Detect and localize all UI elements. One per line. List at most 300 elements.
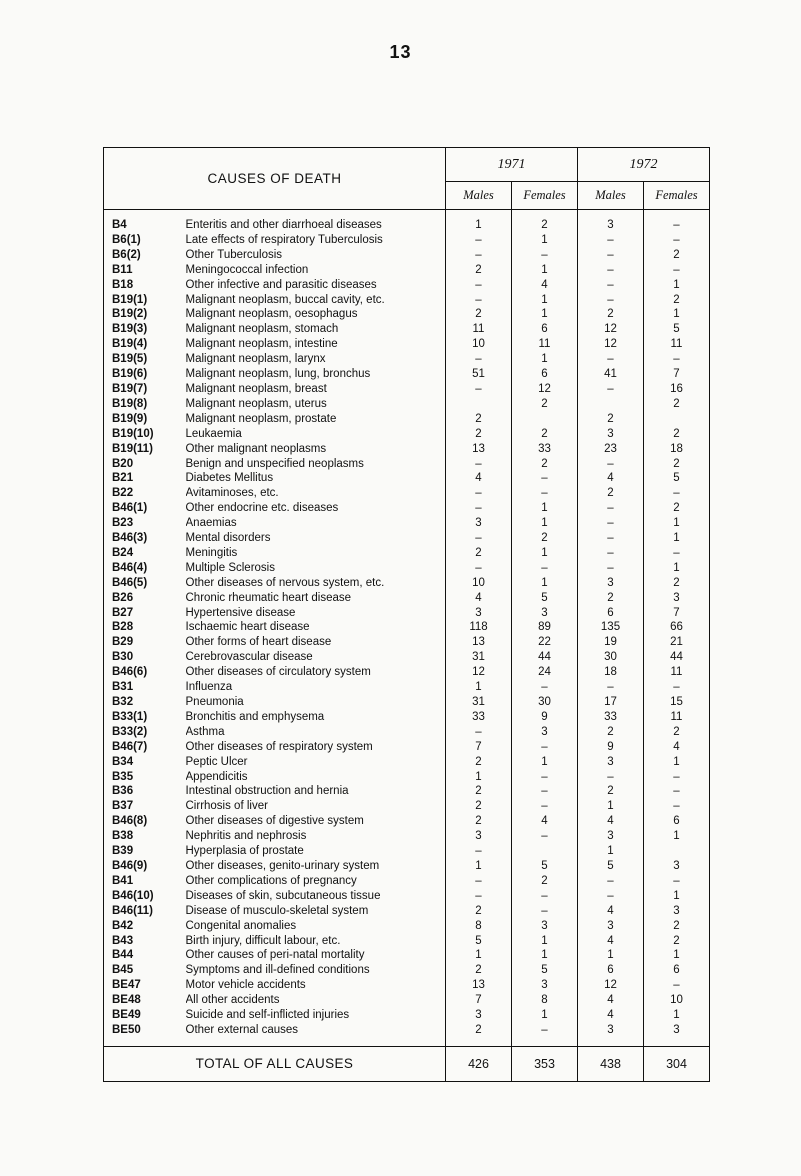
table-row [104,725,710,740]
cause-code: BE50 [112,1023,141,1036]
count-males-1972: – [578,293,644,308]
cause-code: B36 [112,785,134,798]
cause-code: B19(5) [112,353,148,366]
cause-code: B29 [112,636,134,649]
count-females-1971: 1 [512,934,578,949]
count-females-1971: 3 [512,919,578,934]
cause-name: Other diseases of respiratory system [186,740,446,755]
count-males-1971: 3 [446,606,512,621]
count-males-1971: – [446,293,512,308]
table-row [104,620,710,635]
table-row [104,427,710,442]
cause-name: Cerebrovascular disease [186,650,446,665]
count-females-1971: 1 [512,263,578,278]
count-males-1972: 1 [578,844,644,859]
count-females-1971: 9 [512,710,578,725]
count-males-1972: – [578,531,644,546]
table-row [104,591,710,606]
table-row [104,486,710,501]
table-row [104,904,710,919]
count-females-1972: 10 [644,993,710,1008]
count-females-1971: – [512,486,578,501]
cause-name: Anaemias [186,516,446,531]
count-males-1971: – [446,352,512,367]
count-males-1972: 3 [578,218,644,233]
count-females-1972: 7 [644,367,710,382]
table-row [104,352,710,367]
cause-code: B46(4) [112,561,148,574]
cause-code: B19(1) [112,293,148,306]
count-females-1972: – [644,770,710,785]
count-females-1972: 2 [644,934,710,949]
table-row [104,784,710,799]
cause-name: Malignant neoplasm, buccal cavity, etc. [186,293,446,308]
count-males-1972: – [578,248,644,263]
table-row [104,919,710,934]
table-row [104,278,710,293]
table-row [104,948,710,963]
causes-of-death-table [103,147,710,1082]
table-row [104,740,710,755]
cause-code: B28 [112,621,134,634]
count-males-1971: 12 [446,665,512,680]
count-females-1972 [644,412,710,427]
count-females-1972: 21 [644,635,710,650]
cause-name: Pneumonia [186,695,446,710]
table-row [104,874,710,889]
table-row [104,233,710,248]
count-males-1971: – [446,501,512,516]
count-males-1971: 8 [446,919,512,934]
count-females-1971: 3 [512,978,578,993]
cause-code: B19(3) [112,323,148,336]
count-males-1972: 3 [578,1023,644,1038]
count-females-1972: – [644,233,710,248]
cause-code: B4 [112,219,127,231]
total-females-1972: 304 [644,1046,710,1081]
count-males-1972: 2 [578,591,644,606]
cause-name: Avitaminoses, etc. [186,486,446,501]
count-males-1971: 2 [446,784,512,799]
cause-code: B22 [112,487,134,500]
count-males-1972: 4 [578,814,644,829]
count-males-1972: 1 [578,799,644,814]
cause-name: Other external causes [186,1023,446,1038]
count-females-1971: 3 [512,606,578,621]
count-males-1972: 4 [578,471,644,486]
total-males-1971: 426 [446,1046,512,1081]
table-row [104,471,710,486]
count-females-1971: 1 [512,546,578,561]
count-males-1971: 3 [446,1008,512,1023]
count-females-1972: 2 [644,501,710,516]
cause-name: Late effects of respiratory Tuberculosis [186,233,446,248]
cause-code: BE49 [112,1009,141,1022]
table-row [104,516,710,531]
count-females-1972: 1 [644,561,710,576]
count-females-1971: 2 [512,427,578,442]
cause-code: B20 [112,457,134,470]
count-males-1971 [446,397,512,412]
cause-code: B19(2) [112,308,148,321]
cause-name: Diabetes Mellitus [186,471,446,486]
cause-name: Suicide and self-inflicted injuries [186,1008,446,1023]
cause-code: B34 [112,755,134,768]
cause-name: Influenza [186,680,446,695]
cause-name: Other forms of heart disease [186,635,446,650]
count-females-1972: 15 [644,695,710,710]
count-females-1971: 11 [512,337,578,352]
count-females-1972: 2 [644,576,710,591]
cause-code: B46(11) [112,904,153,917]
cause-name: Malignant neoplasm, stomach [186,322,446,337]
cause-name: Malignant neoplasm, prostate [186,412,446,427]
cause-name: Hyperplasia of prostate [186,844,446,859]
count-females-1972: – [644,546,710,561]
cause-code: BE48 [112,994,141,1007]
count-males-1971: 31 [446,650,512,665]
cause-code: B37 [112,800,134,813]
count-males-1972: 2 [578,784,644,799]
table-row [104,457,710,472]
count-males-1972: 6 [578,606,644,621]
count-females-1971: 1 [512,516,578,531]
cause-name: Malignant neoplasm, larynx [186,352,446,367]
count-males-1972: 4 [578,904,644,919]
count-males-1972: 41 [578,367,644,382]
count-females-1971: – [512,471,578,486]
cause-name: Malignant neoplasm, uterus [186,397,446,412]
cause-name: Malignant neoplasm, intestine [186,337,446,352]
count-females-1972: 2 [644,293,710,308]
table-row [104,337,710,352]
cause-name: Other endocrine etc. diseases [186,501,446,516]
count-females-1971: 4 [512,278,578,293]
count-females-1972: 3 [644,1023,710,1038]
count-males-1971: 2 [446,307,512,322]
cause-code: B19(6) [112,368,148,381]
count-males-1972: 2 [578,486,644,501]
cause-name: Benign and unspecified neoplasms [186,457,446,472]
table-row [104,561,710,576]
cause-name: Other diseases of nervous system, etc. [186,576,446,591]
cause-name: Nephritis and nephrosis [186,829,446,844]
count-females-1971: – [512,740,578,755]
count-males-1972: – [578,501,644,516]
count-males-1971: 2 [446,427,512,442]
count-males-1971: – [446,874,512,889]
count-females-1972: 3 [644,859,710,874]
count-females-1972: 1 [644,307,710,322]
count-males-1971: 1 [446,859,512,874]
count-females-1971: 89 [512,620,578,635]
cause-code: B30 [112,651,134,664]
cause-name: Bronchitis and emphysema [186,710,446,725]
count-females-1972: – [644,784,710,799]
count-females-1972: – [644,978,710,993]
causes-header: CAUSES OF DEATH [104,148,446,210]
count-males-1972: 1 [578,948,644,963]
cause-name: Other diseases, genito-urinary system [186,859,446,874]
cause-code: B6(1) [112,233,141,246]
count-males-1972: 3 [578,427,644,442]
table-row [104,963,710,978]
year-header-1971: 1971 [446,148,578,182]
count-males-1971: 2 [446,963,512,978]
count-males-1971: – [446,233,512,248]
count-females-1971: 2 [512,874,578,889]
cause-name: Appendicitis [186,770,446,785]
cause-name: Other complications of pregnancy [186,874,446,889]
count-males-1972: 2 [578,412,644,427]
table-row [104,397,710,412]
table-row [104,978,710,993]
count-males-1971: 2 [446,904,512,919]
count-males-1972: – [578,516,644,531]
total-females-1971: 353 [512,1046,578,1081]
count-females-1972: 1 [644,948,710,963]
count-males-1972: 2 [578,307,644,322]
count-females-1971: 1 [512,948,578,963]
count-females-1971: 33 [512,442,578,457]
count-males-1971: 11 [446,322,512,337]
cause-name: Multiple Sclerosis [186,561,446,576]
count-males-1971: 33 [446,710,512,725]
count-females-1972: 2 [644,248,710,263]
table-row [104,1023,710,1038]
count-females-1972: 2 [644,457,710,472]
count-females-1971: – [512,784,578,799]
total-label: TOTAL OF ALL CAUSES [104,1046,446,1081]
cause-name: Enteritis and other diarrhoeal diseases [186,218,446,233]
count-females-1971: 1 [512,233,578,248]
females-header-1972: Females [644,182,710,210]
count-females-1971: – [512,799,578,814]
cause-code: B43 [112,934,134,947]
cause-code: BE47 [112,979,141,992]
count-females-1972: 5 [644,322,710,337]
count-males-1972: – [578,561,644,576]
cause-name: Symptoms and ill-defined conditions [186,963,446,978]
cause-name: Mental disorders [186,531,446,546]
count-females-1972: 1 [644,829,710,844]
count-males-1972: – [578,770,644,785]
count-females-1971: 1 [512,307,578,322]
count-males-1971: 10 [446,337,512,352]
count-males-1972: 17 [578,695,644,710]
count-males-1971: 10 [446,576,512,591]
count-males-1971: – [446,561,512,576]
count-males-1971: 2 [446,799,512,814]
cause-code: B46(1) [112,502,148,515]
table-row [104,755,710,770]
count-males-1972: 23 [578,442,644,457]
count-females-1972: 1 [644,755,710,770]
count-males-1971: 4 [446,471,512,486]
cause-code: B46(8) [112,815,148,828]
cause-code: B33(1) [112,710,148,723]
count-males-1972: 12 [578,337,644,352]
table-row [104,1008,710,1023]
count-females-1971: 4 [512,814,578,829]
table-row [104,814,710,829]
cause-name: Other diseases of circulatory system [186,665,446,680]
cause-name: Asthma [186,725,446,740]
cause-code: B19(4) [112,338,148,351]
count-males-1971: 2 [446,546,512,561]
cause-code: B19(9) [112,412,148,425]
count-males-1971: 1 [446,770,512,785]
cause-code: B23 [112,517,134,530]
table-row [104,799,710,814]
cause-code: B18 [112,278,134,291]
count-males-1972: 2 [578,725,644,740]
cause-name: Other diseases of digestive system [186,814,446,829]
count-females-1971: 6 [512,367,578,382]
cause-name: Diseases of skin, subcutaneous tissue [186,889,446,904]
count-females-1972: 6 [644,814,710,829]
count-females-1971: 1 [512,755,578,770]
count-males-1972: 3 [578,919,644,934]
count-males-1971: 2 [446,755,512,770]
table-row [104,859,710,874]
count-males-1971: – [446,531,512,546]
count-females-1972: 11 [644,665,710,680]
count-females-1972: 18 [644,442,710,457]
count-males-1972: 12 [578,322,644,337]
count-males-1971: 1 [446,218,512,233]
table-row [104,829,710,844]
table-row [104,382,710,397]
count-males-1972: 12 [578,978,644,993]
cause-code: B19(10) [112,427,154,440]
count-females-1971: 5 [512,963,578,978]
count-females-1972: – [644,799,710,814]
cause-code: B45 [112,964,134,977]
table-row [104,248,710,263]
cause-name: Meningococcal infection [186,263,446,278]
table-row [104,665,710,680]
count-females-1971: – [512,829,578,844]
table-row [104,293,710,308]
cause-name: Ischaemic heart disease [186,620,446,635]
cause-code: B26 [112,591,134,604]
table-row [104,710,710,725]
table-row [104,606,710,621]
cause-code: B27 [112,606,134,619]
total-males-1972: 438 [578,1046,644,1081]
cause-code: B6(2) [112,248,141,261]
count-females-1971: 6 [512,322,578,337]
count-males-1972: 9 [578,740,644,755]
count-females-1972: 2 [644,397,710,412]
count-females-1972: 3 [644,904,710,919]
count-males-1971: – [446,278,512,293]
cause-name: Meningitis [186,546,446,561]
count-females-1971: – [512,248,578,263]
count-females-1972: – [644,218,710,233]
cause-code: B24 [112,546,134,559]
table-row [104,442,710,457]
table-row [104,218,710,233]
count-females-1971: 2 [512,397,578,412]
count-females-1971: 30 [512,695,578,710]
count-females-1971: 2 [512,218,578,233]
count-males-1972: – [578,382,644,397]
cause-code: B46(3) [112,532,148,545]
cause-code: B38 [112,830,134,843]
table-row [104,635,710,650]
count-females-1972: 1 [644,278,710,293]
table-row [104,770,710,785]
count-males-1972: 18 [578,665,644,680]
count-males-1971: 51 [446,367,512,382]
cause-name: Cirrhosis of liver [186,799,446,814]
table-row [104,844,710,859]
cause-code: B42 [112,919,134,932]
count-females-1971: – [512,1023,578,1038]
cause-name: Chronic rheumatic heart disease [186,591,446,606]
count-females-1971: – [512,561,578,576]
table-row [104,531,710,546]
count-females-1971: 12 [512,382,578,397]
count-males-1971: 1 [446,948,512,963]
count-males-1971: 2 [446,814,512,829]
cause-code: B19(7) [112,382,148,395]
count-males-1971: – [446,844,512,859]
count-females-1971: 24 [512,665,578,680]
count-females-1972: 1 [644,531,710,546]
count-males-1972 [578,397,644,412]
cause-name: Congenital anomalies [186,919,446,934]
count-males-1971: 2 [446,263,512,278]
count-females-1971 [512,412,578,427]
count-males-1972: 4 [578,934,644,949]
cause-code: B39 [112,845,134,858]
count-males-1972: 19 [578,635,644,650]
count-males-1971: – [446,486,512,501]
count-males-1971: 4 [446,591,512,606]
count-females-1972: 11 [644,710,710,725]
cause-code: B33(2) [112,725,148,738]
table-row [104,650,710,665]
cause-code: B31 [112,681,134,694]
count-females-1971: 5 [512,591,578,606]
table-row [104,934,710,949]
count-males-1971: – [446,725,512,740]
count-males-1972: – [578,680,644,695]
table-row [104,576,710,591]
cause-code: B19(11) [112,442,153,455]
count-females-1971: 44 [512,650,578,665]
count-males-1971: – [446,457,512,472]
count-males-1972: 5 [578,859,644,874]
cause-name: Other malignant neoplasms [186,442,446,457]
count-females-1972: 5 [644,471,710,486]
count-females-1971: 8 [512,993,578,1008]
cause-code: B11 [112,263,133,276]
count-males-1971: 3 [446,516,512,531]
cause-code: B46(5) [112,576,148,589]
count-females-1972: 66 [644,620,710,635]
count-males-1972: – [578,352,644,367]
cause-code: B46(6) [112,666,148,679]
count-females-1971: – [512,904,578,919]
count-females-1972: – [644,352,710,367]
cause-name: All other accidents [186,993,446,1008]
page-number: 13 [389,42,412,62]
count-females-1971: 1 [512,352,578,367]
